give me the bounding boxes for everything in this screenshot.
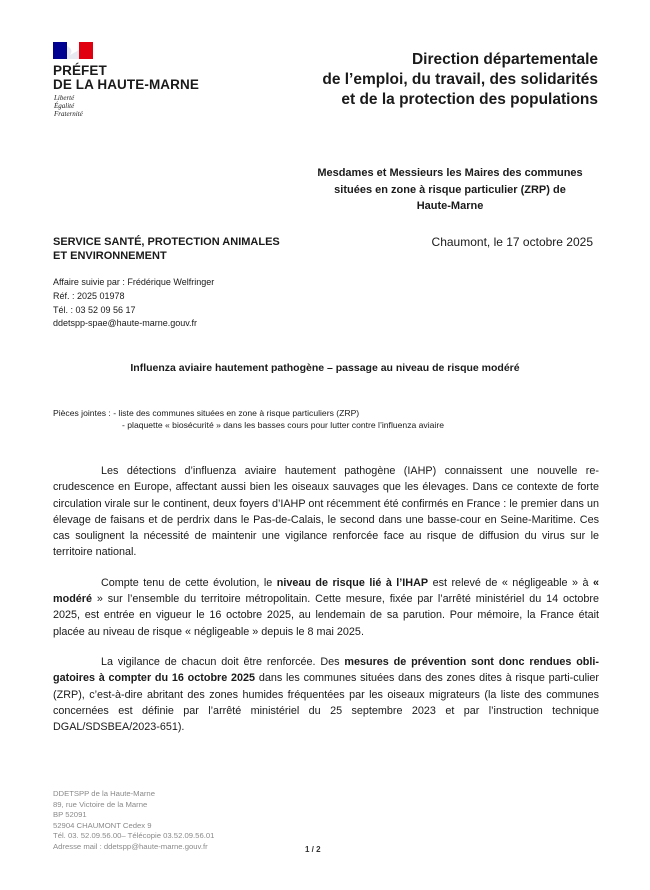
attachments-label: Pièces jointes :	[53, 408, 114, 418]
paragraph-3	[53, 654, 599, 735]
paragraph-text: est relevé de « négligeable » à	[428, 576, 593, 589]
footer-line: Tél. 03. 52.09.56.00– Télécopie 03.52.09.56.01	[53, 831, 215, 840]
telephone: Tél. : 03 52 09 56 17	[53, 304, 136, 315]
direction-line: de l’emploi, du travail, des solidarités	[322, 71, 598, 88]
prefecture-line2: DE LA HAUTE-MARNE	[53, 77, 199, 92]
recipients-line: Mesdames et Messieurs les Maires des communes	[317, 167, 583, 179]
footer-line: Adresse mail : ddetspp@haute-marne.gouv.fr	[53, 841, 208, 851]
footer-line: 89, rue Victoire de la Marne	[53, 799, 148, 809]
prefecture-logo	[53, 42, 253, 118]
letter-date: Chaumont, le 17 octobre 2025	[431, 235, 593, 249]
attachment-row	[53, 419, 593, 431]
marianne-flag-icon	[53, 42, 93, 59]
page-number: 1 / 2	[305, 845, 321, 854]
direction-title	[298, 50, 598, 110]
service-line: ET ENVIRONNEMENT	[53, 250, 167, 262]
paragraph-1: Les détections d’influenza aviaire hautement pathogène (IAHP) connaissent une nouvelle re-crudescence en Europe, affectant aussi bien les oiseaux sauvages que les élevages. Dans ce contexte de forte circulation virale sur le continent, deux foyers d’IAHP ont récemment été confirmés en France : le premier dans un élevage de faisans et de perdrix dans le Pas-de-Calais, le second dans une basse-cour en Seine-Maritime. Ces cas soulignent la nécessité de maintenir une vigilance renforcée face au risque de diffusion du virus sur le territoire national.	[53, 465, 599, 559]
reference: Réf. : 2025 01978	[53, 290, 125, 301]
paragraph-text: La vigilance de chacun doit être renforcée. Des	[101, 655, 345, 668]
attachment-item: - liste des communes situées en zone à risque particuliers (ZRP)	[113, 408, 360, 418]
motto-fraternite: Fraternité	[54, 110, 83, 118]
direction-line: et de la protection des populations	[341, 91, 598, 108]
footer-line: DDETSPP de la Haute-Marne	[53, 789, 155, 798]
footer-line: 52904 CHAUMONT Cedex 9	[53, 820, 152, 830]
footer-line: BP 52091	[53, 810, 87, 819]
paragraph-text: » sur l’ensemble du territoire métropolitain. Cette mesure, fixée par l’arrêté ministériel du 14 octobre 2025, est entrée en vigueur le 16 octobre 2025, au lendemain de sa parution. Pour mémoire, la France était placée au niveau de risque « négligeable » depuis le 8 mai 2025.	[53, 593, 599, 638]
sender-address-footer	[53, 789, 353, 852]
prefecture-title	[53, 64, 253, 92]
prefecture-line1: PRÉFET	[53, 63, 107, 78]
recipients-line: Haute-Marne	[416, 200, 484, 212]
paragraph-2	[53, 575, 599, 640]
republic-motto	[54, 94, 253, 118]
attachments-list	[53, 407, 593, 431]
recipients-line: situées en zone à risque particulier (ZRP) de	[334, 183, 566, 196]
paragraph-bold: « modéré	[53, 576, 599, 606]
attachment-row	[53, 407, 593, 419]
paragraph-text: dans les communes situées dans des zones dites à risque parti-culier (ZRP), c’est-à-dire abritant des zones humides fréquentées par les oiseaux migrateurs (la liste des communes concernées est définie par l’arrêté ministériel du 25 septembre 2023 et par l’instruction technique DGAL/SDSBEA/2023-651).	[53, 672, 599, 734]
paragraph-bold: niveau de risque lié à l’IHAP	[276, 576, 429, 589]
paragraph-bold: mesures de prévention sont donc rendues obli-gatoires à compter du 16 octobre 2025	[53, 655, 599, 685]
attachment-item: - plaquette « biosécurité » dans les basses cours pour lutter contre l’influenza aviaire	[122, 420, 444, 430]
motto-egalite: Égalité	[54, 102, 75, 110]
service-name	[53, 235, 313, 263]
followed-by: Affaire suivie par : Frédérique Welfringer	[53, 277, 215, 287]
service-line: SERVICE SANTÉ, PROTECTION ANIMALES	[53, 236, 280, 248]
letter-body	[53, 463, 599, 749]
letter-subject: Influenza aviaire hautement pathogène – passage au niveau de risque modéré	[130, 362, 520, 374]
contact-info	[53, 276, 313, 331]
contact-email[interactable]: ddetspp-spae@haute-marne.gouv.fr	[53, 318, 198, 329]
motto-liberte: Liberté	[54, 94, 75, 102]
paragraph-text: Compte tenu de cette évolution, le	[101, 576, 277, 589]
direction-line: Direction départementale	[411, 51, 598, 68]
recipients-block	[290, 165, 610, 215]
